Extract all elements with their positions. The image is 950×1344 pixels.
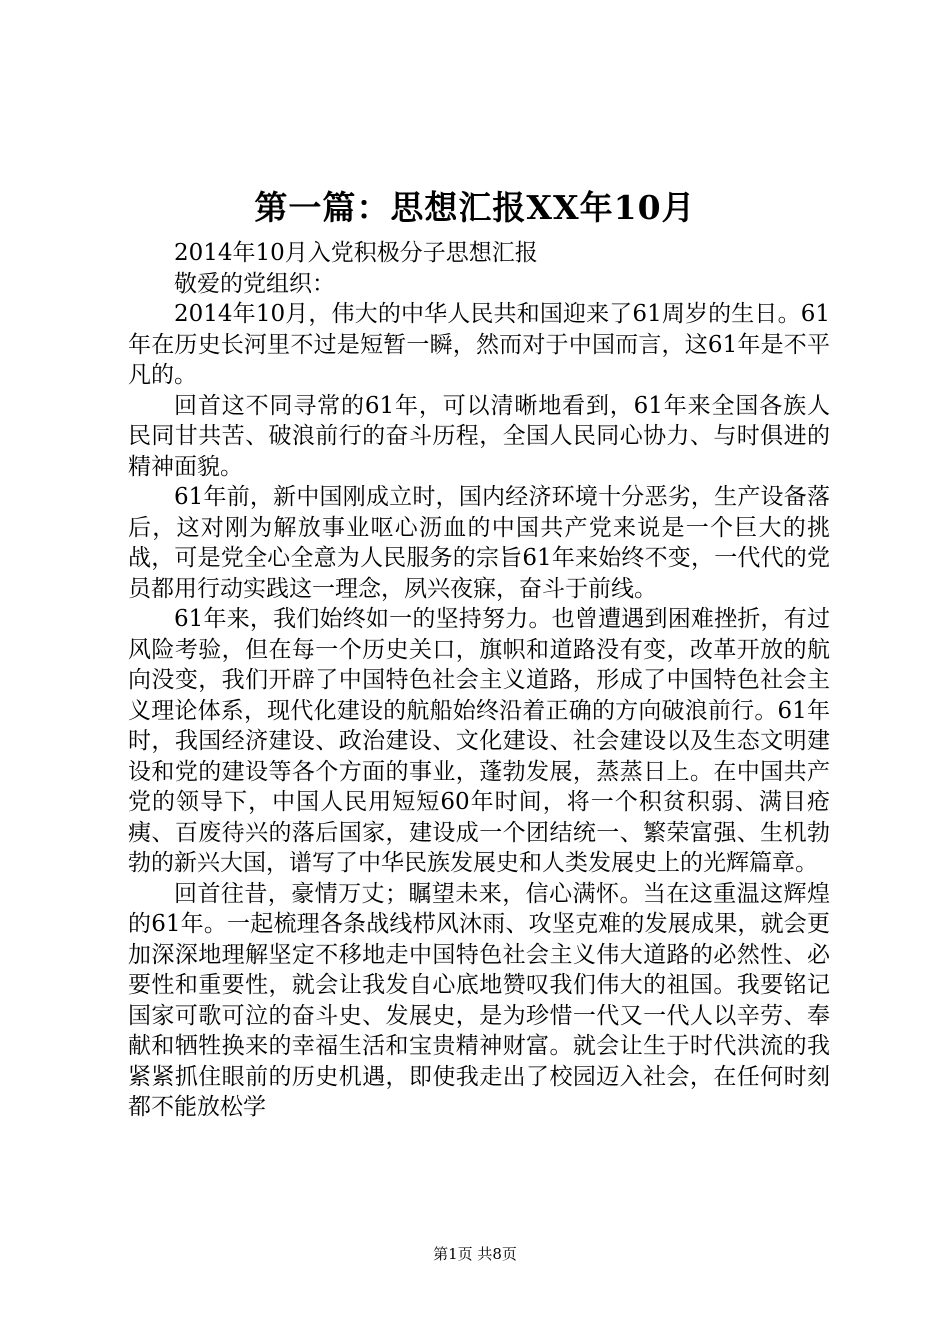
paragraph: 回首往昔，豪情万丈；瞩望未来，信心满怀。当在这重温这辉煌的61年。一起梳理各条战线栉风沐雨、攻坚克难的发展成果，就会更加深深地理解坚定不移地走中国特色社会主义伟大道路的必然性、必要性和重要性，就会让我发自心底地赞叹我们伟大的祖国。我要铭记国家可歌可泣的奋斗史、发展史，是为珍惜一代又一代人以辛劳、奉献和牺牲换来的幸福生活和宝贵精神财富。就会让生于时代洪流的我紧紧抓住眼前的历史机遇，即使我走出了校园迈入社会，在任何时刻都不能放松学 — [128, 880, 830, 1120]
paragraph: 2014年10月，伟大的中华人民共和国迎来了61周岁的生日。61年在历史长河里不过是短暂一瞬，然而对于中国而言，这61年是不平凡的。 — [128, 301, 830, 388]
page-footer: 第1页 共8页 — [433, 1245, 517, 1263]
paragraph-subtitle: 2014年10月入党积极分子思想汇报 — [174, 240, 538, 266]
paragraph: 61年来，我们始终如一的坚持努力。也曾遭遇到困难挫折，有过风险考验，但在每一个历史关口，旗帜和道路没有变，改革开放的航向没变，我们开辟了中国特色社会主义道路，形成了中国特色社会主义理论体系，现代化建设的航船始终沿着正确的方向破浪前行。61年时，我国经济建设、政治建设、文化建设、社会建设以及生态文明建设和党的建设等各个方面的事业，蓬勃发展，蒸蒸日上。在中国共产党的领导下，中国人民用短短60年时间，将一个积贫积弱、满目疮痍、百废待兴的落后国家，建设成一个团结统一、繁荣富强、生机勃勃的新兴大国，谱写了中华民族发展史和人类发展史上的光辉篇章。 — [128, 606, 830, 876]
paragraph: 61年前，新中国刚成立时，国内经济环境十分恶劣，生产设备落后，这对刚为解放事业呕心沥血的中国共产党来说是一个巨大的挑战，可是党全心全意为人民服务的宗旨61年来始终不变，一代代的党员都用行动实践这一理念，夙兴夜寐，奋斗于前线。 — [128, 484, 830, 602]
paragraph: 回首这不同寻常的61年，可以清晰地看到，61年来全国各族人民同甘共苦、破浪前行的奋斗历程，全国人民同心协力、与时俱进的精神面貌。 — [128, 392, 830, 480]
document-title: 第一篇：思想汇报XX年10月 — [254, 188, 696, 227]
document-body — [128, 238, 830, 1123]
paragraph-salutation: 敬爱的党组织： — [174, 270, 335, 297]
